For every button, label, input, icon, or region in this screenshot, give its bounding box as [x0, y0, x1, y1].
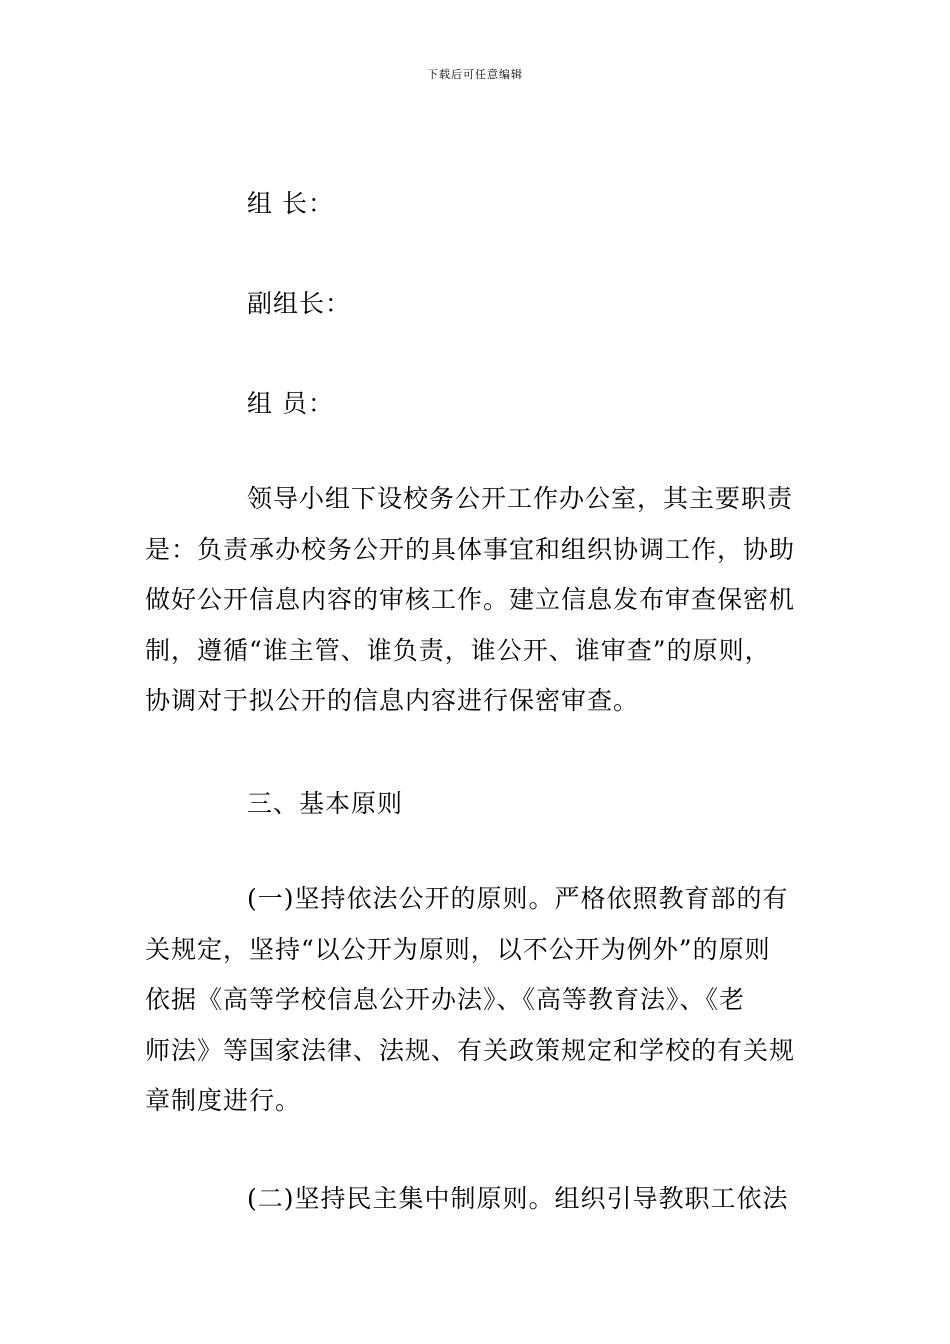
paragraph-line: 章制度进行。: [145, 1086, 302, 1115]
deputy-leader-line: 副组长：: [247, 289, 352, 318]
paragraph-line: 做好公开信息内容的审核工作。建立信息发布审查保密机: [145, 585, 796, 614]
paragraph-line: 制，遵循“谁主管、谁负责，谁公开、谁审查”的原则，: [145, 635, 771, 665]
paragraph-line: (二)坚持民主集中制原则。组织引导教职工依法: [247, 1184, 789, 1213]
section-heading: 三、基本原则: [247, 789, 404, 818]
paragraph-line: 师法》等国家法律、法规、有关政策规定和学校的有关规: [145, 1035, 796, 1065]
leader-line: 组 长：: [247, 189, 334, 218]
page-header-note: 下载后可任意编辑: [427, 68, 523, 81]
principle-two-paragraph: [145, 1174, 789, 1225]
office-paragraph: [145, 474, 795, 727]
principle-one-paragraph: [145, 874, 795, 1127]
member-line: 组 员：: [247, 389, 334, 418]
paragraph-line: 是：负责承办校务公开的具体事宜和组织协调工作，协助: [145, 534, 796, 564]
paragraph-line: 关规定，坚持“以公开为原则，以不公开为例外”的原则: [145, 934, 771, 964]
paragraph-line: (一)坚持依法公开的原则。严格依照教育部的有: [247, 884, 789, 913]
paragraph-line: 协调对于拟公开的信息内容进行保密审查。: [145, 686, 640, 715]
paragraph-line: 领导小组下设校务公开工作办公室，其主要职责: [247, 484, 794, 513]
paragraph-line: 依据《高等学校信息公开办法》、《高等教育法》、《老: [145, 985, 746, 1014]
